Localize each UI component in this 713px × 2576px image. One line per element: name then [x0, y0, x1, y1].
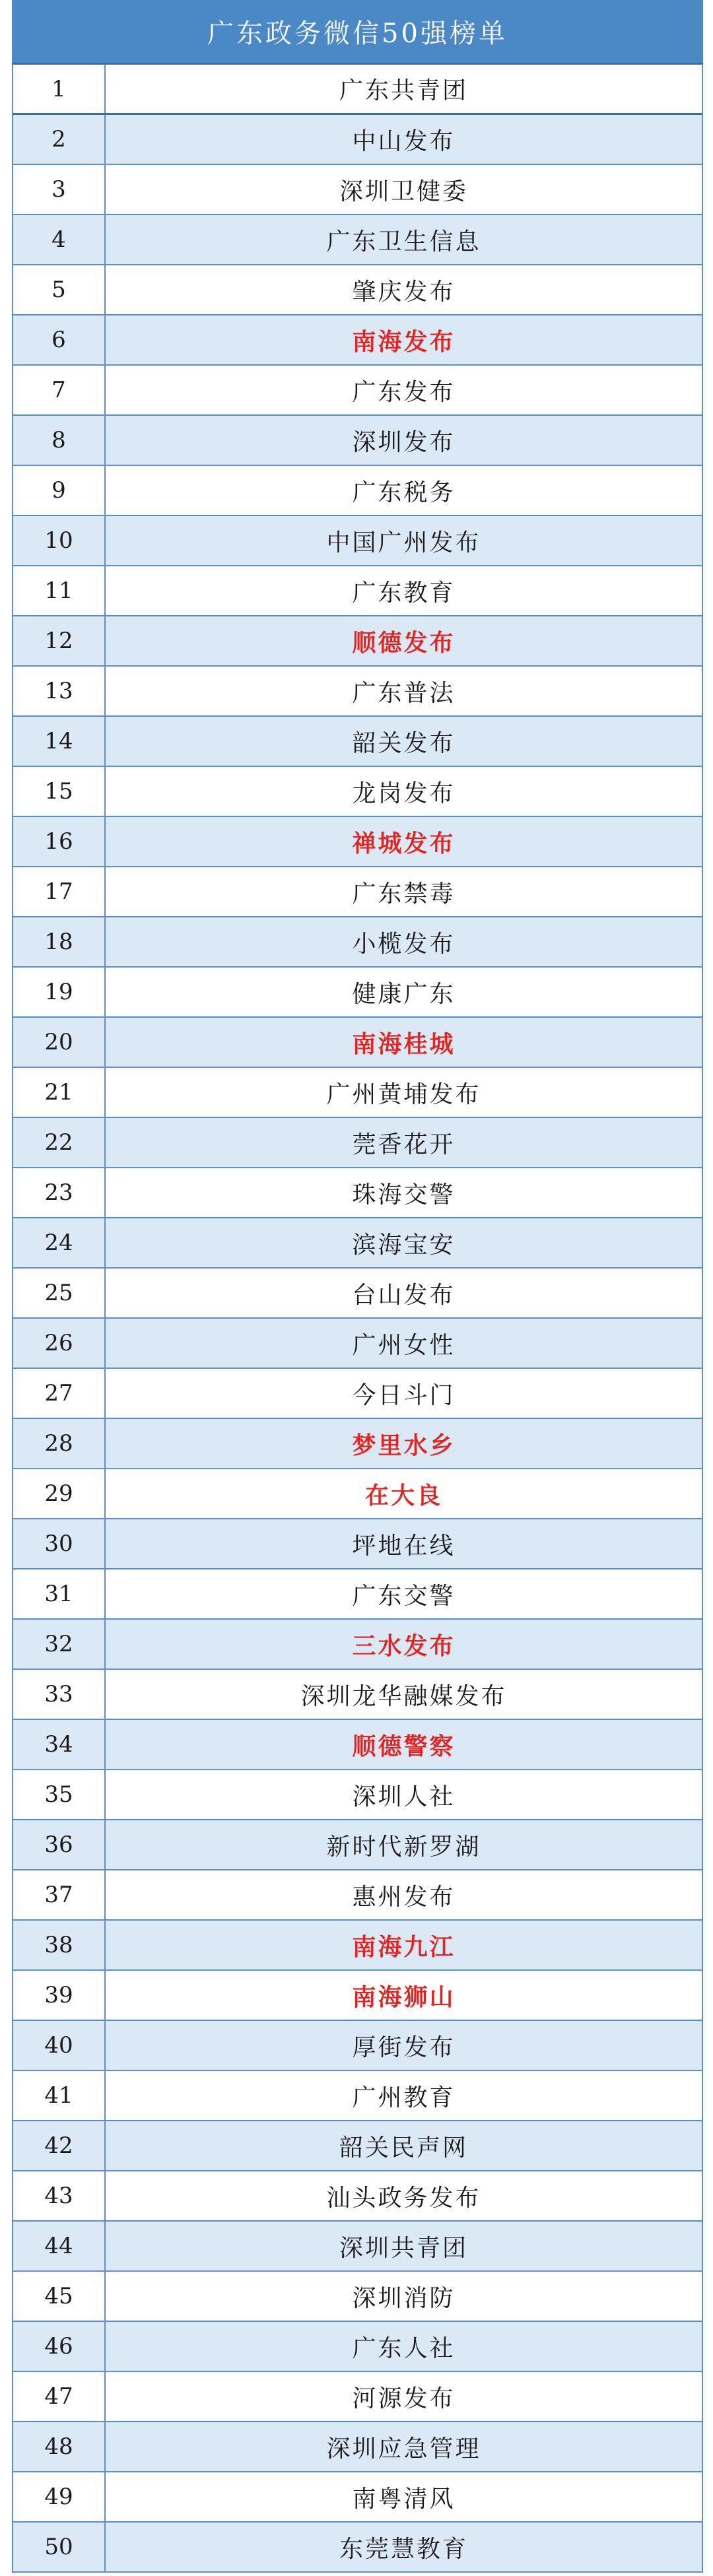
rank-cell: 12	[13, 616, 106, 665]
account-name-cell: 中山发布	[352, 127, 456, 155]
account-name-cell: 惠州发布	[352, 1883, 456, 1911]
account-name-cell: 深圳龙华融媒发布	[300, 1682, 507, 1710]
table-row	[13, 1118, 702, 1168]
rank-cell: 5	[13, 265, 106, 314]
rank-cell: 43	[13, 2171, 106, 2220]
account-name-cell: 汕头政务发布	[326, 2184, 481, 2212]
table-row	[13, 917, 702, 968]
table-row	[13, 1369, 702, 1419]
table-row	[13, 867, 702, 917]
table-row	[13, 817, 702, 867]
rank-cell: 15	[13, 767, 106, 816]
account-name-cell: 今日斗门	[352, 1381, 456, 1409]
table-row	[13, 1670, 702, 1720]
table-row	[13, 466, 702, 516]
table-row	[13, 416, 702, 466]
table-row	[13, 516, 702, 566]
table-row	[13, 968, 702, 1018]
table-row	[13, 2071, 702, 2121]
table-row	[13, 1519, 702, 1569]
rank-cell: 46	[13, 2322, 106, 2371]
rank-cell: 6	[13, 315, 106, 364]
table-row	[13, 717, 702, 767]
account-name-cell: 广东发布	[352, 378, 456, 406]
rank-cell: 37	[13, 1870, 106, 1919]
rank-cell: 21	[13, 1068, 106, 1117]
rank-cell: 31	[13, 1569, 106, 1618]
rank-cell: 3	[13, 165, 106, 214]
account-name-cell: 顺德警察	[352, 1732, 456, 1760]
rank-cell: 42	[13, 2121, 106, 2170]
account-name-cell: 梦里水乡	[352, 1431, 456, 1459]
account-name-cell: 新时代新罗湖	[326, 1833, 481, 1861]
account-name-cell: 三水发布	[352, 1632, 456, 1660]
account-name-cell: 滨海宝安	[352, 1231, 456, 1259]
table-row	[13, 2222, 702, 2272]
table-row	[13, 1870, 702, 1921]
table-row	[13, 2272, 702, 2322]
account-name-cell: 广东教育	[352, 579, 456, 607]
table-row	[13, 2472, 702, 2523]
rank-cell: 36	[13, 1820, 106, 1869]
rank-cell: 26	[13, 1319, 106, 1368]
account-name-cell: 广东普法	[352, 679, 456, 707]
table-row	[13, 2372, 702, 2422]
rank-cell: 25	[13, 1269, 106, 1317]
table-row	[13, 2021, 702, 2071]
rank-cell: 11	[13, 566, 106, 615]
table-row	[13, 616, 702, 667]
rank-cell: 40	[13, 2021, 106, 2070]
table-row	[13, 2523, 702, 2573]
account-name-cell: 东莞慧教育	[339, 2535, 468, 2563]
rank-cell: 28	[13, 1419, 106, 1468]
rank-cell: 7	[13, 366, 106, 414]
account-name-cell: 广东禁毒	[352, 880, 456, 908]
table-row	[13, 1018, 702, 1068]
rank-cell: 20	[13, 1018, 106, 1067]
rank-cell: 35	[13, 1770, 106, 1819]
rank-cell: 2	[13, 115, 106, 164]
rank-cell: 24	[13, 1218, 106, 1267]
table-row	[13, 1569, 702, 1620]
table-row	[13, 1620, 702, 1670]
rank-cell: 13	[13, 667, 106, 715]
table-title: 广东政务微信50强榜单	[12, 0, 703, 65]
rank-cell: 8	[13, 416, 106, 465]
table-row	[13, 1168, 702, 1218]
account-name-cell: 珠海交警	[352, 1181, 456, 1208]
rank-cell: 18	[13, 917, 106, 966]
table-row	[13, 2171, 702, 2222]
account-name-cell: 深圳消防	[352, 2284, 456, 2312]
rank-cell: 38	[13, 1921, 106, 1969]
account-name-cell: 台山发布	[352, 1281, 456, 1309]
table-row	[13, 366, 702, 416]
account-name-cell: 健康广东	[352, 980, 456, 1008]
table-row	[13, 1770, 702, 1820]
ranking-table	[12, 65, 703, 2573]
account-name-cell: 中国广州发布	[326, 529, 481, 556]
account-name-cell: 韶关发布	[352, 729, 456, 757]
rank-cell: 9	[13, 466, 106, 515]
table-row	[13, 2422, 702, 2472]
table-row	[13, 165, 702, 215]
rank-cell: 1	[13, 65, 106, 113]
table-row	[13, 1469, 702, 1519]
account-name-cell: 深圳共青团	[339, 2234, 468, 2262]
rank-cell: 34	[13, 1720, 106, 1769]
account-name-cell: 深圳发布	[352, 428, 456, 456]
account-name-cell: 在大良	[364, 1481, 442, 1509]
table-row	[13, 1218, 702, 1269]
rank-cell: 39	[13, 1971, 106, 2020]
rank-cell: 19	[13, 968, 106, 1016]
account-name-cell: 深圳卫健委	[339, 178, 468, 205]
account-name-cell: 龙岗发布	[352, 779, 456, 807]
table-row	[13, 1269, 702, 1319]
account-name-cell: 南海狮山	[352, 1983, 456, 2011]
rank-cell: 30	[13, 1519, 106, 1568]
rank-cell: 27	[13, 1369, 106, 1418]
account-name-cell: 顺德发布	[352, 628, 456, 657]
rank-cell: 29	[13, 1469, 106, 1518]
table-row	[13, 1820, 702, 1870]
account-name-cell: 莞香花开	[352, 1131, 456, 1158]
account-name-cell: 深圳人社	[352, 1783, 456, 1810]
rank-cell: 41	[13, 2071, 106, 2120]
table-row	[13, 65, 702, 115]
table-row	[13, 1068, 702, 1118]
rank-cell: 16	[13, 817, 106, 866]
rank-cell: 49	[13, 2472, 106, 2521]
table-row	[13, 2322, 702, 2372]
account-name-cell: 广东共青团	[339, 77, 468, 104]
account-name-cell: 广州女性	[352, 1331, 456, 1359]
rank-cell: 47	[13, 2372, 106, 2421]
rank-cell: 17	[13, 867, 106, 916]
account-name-cell: 南海九江	[352, 1932, 456, 1961]
rank-cell: 32	[13, 1620, 106, 1668]
account-name-cell: 河源发布	[352, 2385, 456, 2412]
table-row	[13, 1720, 702, 1770]
rank-cell: 50	[13, 2523, 106, 2571]
table-row	[13, 1419, 702, 1469]
account-name-cell: 南粤清风	[352, 2485, 456, 2513]
rank-cell: 23	[13, 1168, 106, 1217]
account-name-cell: 禅城发布	[352, 829, 456, 857]
account-name-cell: 广州黄埔发布	[326, 1080, 481, 1108]
account-name-cell: 南海发布	[352, 327, 456, 356]
rank-cell: 10	[13, 516, 106, 565]
account-name-cell: 坪地在线	[352, 1532, 456, 1560]
account-name-cell: 广东人社	[352, 2334, 456, 2362]
account-name-cell: 厚街发布	[352, 2033, 456, 2061]
table-row	[13, 215, 702, 265]
table-row	[13, 2121, 702, 2171]
table-row	[13, 1971, 702, 2021]
table-row	[13, 265, 702, 315]
account-name-cell: 广东税务	[352, 479, 456, 506]
rank-cell: 45	[13, 2272, 106, 2321]
table-row	[13, 667, 702, 717]
account-name-cell: 深圳应急管理	[326, 2435, 481, 2462]
rank-cell: 4	[13, 215, 106, 264]
rank-cell: 44	[13, 2222, 106, 2270]
table-row	[13, 1921, 702, 1971]
account-name-cell: 小榄发布	[352, 930, 456, 958]
account-name-cell: 广东交警	[352, 1582, 456, 1610]
table-row	[13, 566, 702, 616]
account-name-cell: 韶关民声网	[339, 2134, 468, 2162]
table-row	[13, 1319, 702, 1369]
account-name-cell: 广州教育	[352, 2084, 456, 2111]
account-name-cell: 南海桂城	[352, 1030, 456, 1058]
rank-cell: 22	[13, 1118, 106, 1167]
account-name-cell: 广东卫生信息	[326, 228, 481, 255]
account-name-cell: 肇庆发布	[352, 278, 456, 306]
rank-cell: 48	[13, 2422, 106, 2471]
rank-cell: 14	[13, 717, 106, 766]
table-row	[13, 767, 702, 817]
table-row	[13, 315, 702, 366]
rank-cell: 33	[13, 1670, 106, 1719]
table-row	[13, 115, 702, 165]
ranking-sheet	[12, 0, 703, 2573]
